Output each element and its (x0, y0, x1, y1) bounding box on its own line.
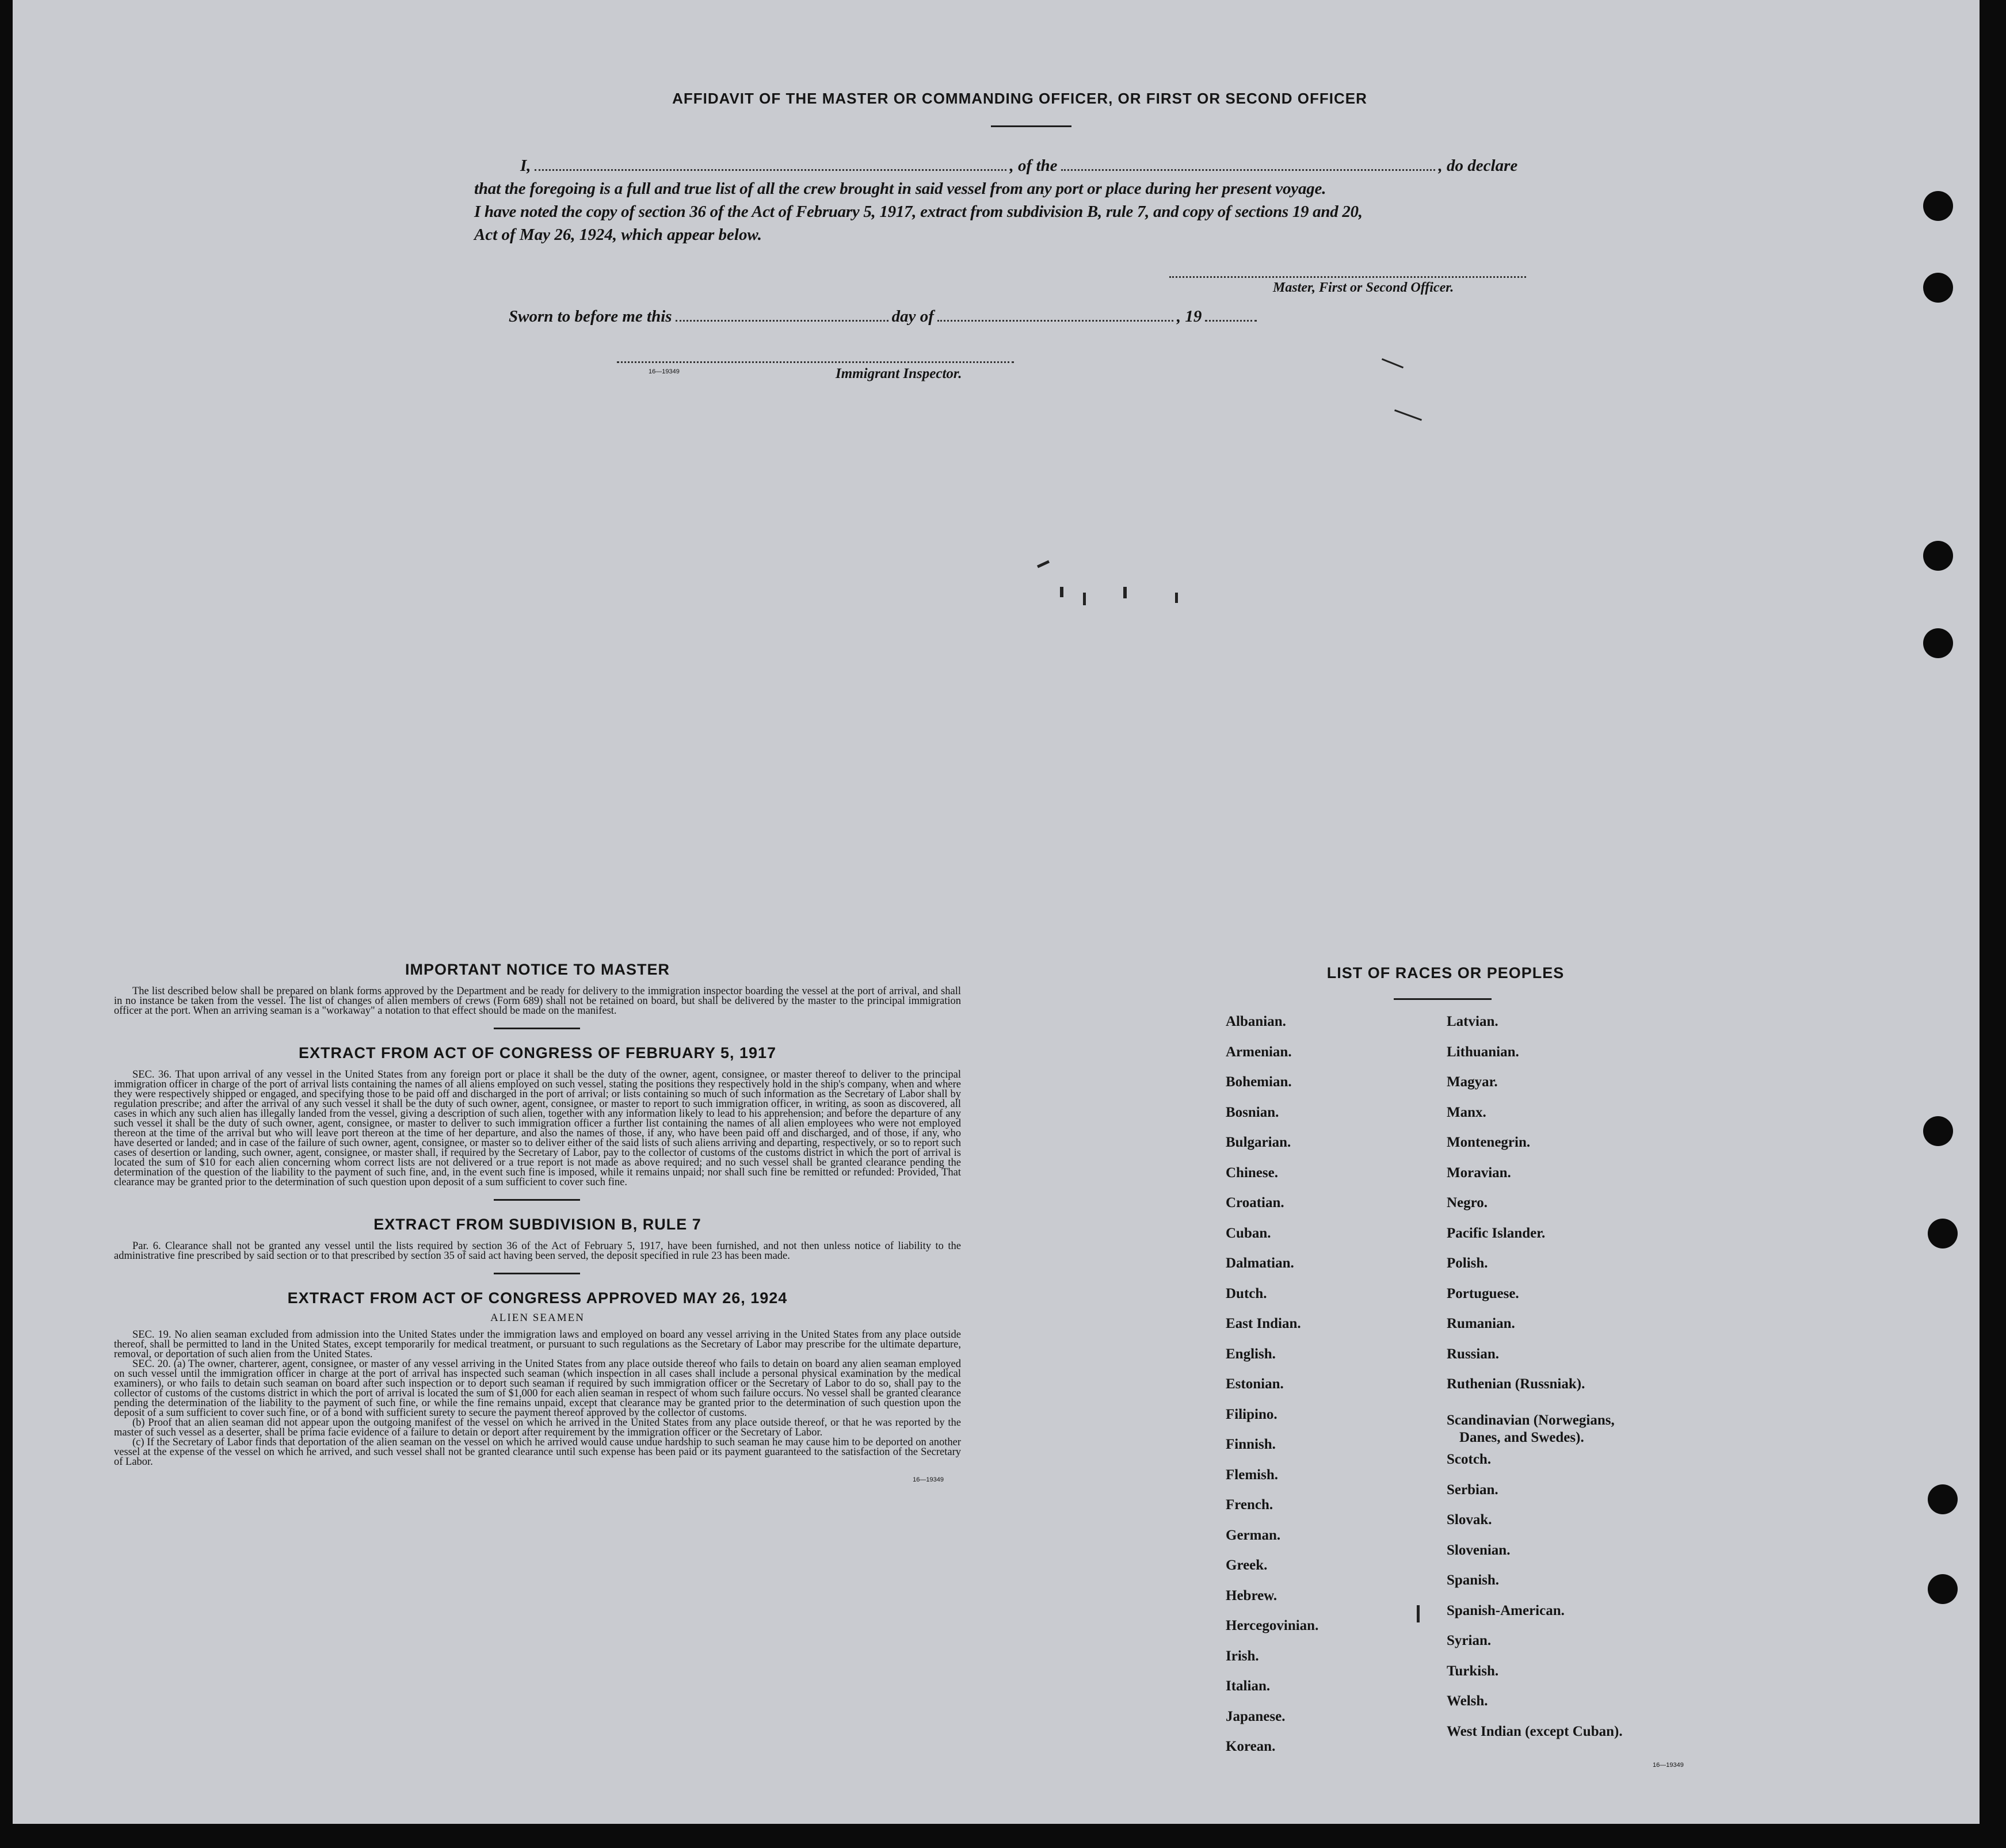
race-item: Magyar. (1447, 1074, 1498, 1090)
race-item: West Indian (except Cuban). (1447, 1723, 1623, 1739)
race-item: Scandinavian (Norwegians, (1447, 1412, 1615, 1428)
extract-1917-title: EXTRACT FROM ACT OF CONGRESS OF FEBRUARY 5, 1917 (298, 1044, 777, 1062)
race-item: Croatian. (1226, 1195, 1284, 1211)
race-item: Montenegrin. (1447, 1135, 1531, 1150)
of-the-label: , of the (1009, 156, 1058, 175)
sworn-label: Sworn to before me this (509, 307, 672, 326)
races-left-column (1226, 1014, 1456, 1762)
race-item: Ruthenian (Russniak). (1447, 1376, 1585, 1392)
year-blank[interactable] (1205, 320, 1257, 322)
race-item: Turkish. (1447, 1663, 1499, 1679)
notice-title: IMPORTANT NOTICE TO MASTER (405, 961, 670, 978)
sec19-paragraph: SEC. 19. No alien seaman excluded from admission into the United States under the immigration laws and employed on board any vessel arriving in the United States from any place outside thereof, shall be permitted to land in the United States, except temporarily for medical treatment, or pursuant to such regulations as the Secretary of Labor may prescribe for the ultimate departure, removal, or deportation of such alien from the United States. (114, 1329, 961, 1360)
race-item: Chinese. (1226, 1164, 1278, 1181)
par6-paragraph: Par. 6. Clearance shall not be granted any vessel until the lists required by section 36 of the Act of February 5, 1917, have been furnished, and not then unless notice of liability to the administrative fine prescribed by said section or to that prescribed by section 35 of said act having been served, the deposit specified in rule 23 has been made. (114, 1240, 961, 1262)
race-item: Scotch. (1447, 1452, 1492, 1467)
race-item: Slovenian. (1447, 1542, 1511, 1558)
affidavit-line-2: that the foregoing is a full and true list of all the crew brought in said vessel from any port or place during her present voyage. (474, 180, 1326, 198)
affidavit-line-1 (474, 154, 1568, 177)
race-item: Dalmatian. (1226, 1255, 1294, 1271)
divider (991, 125, 1071, 127)
affidavit-line-4: Act of May 26, 1924, which appear below. (474, 226, 762, 244)
race-item: Russian. (1447, 1346, 1500, 1362)
sec20a-paragraph: SEC. 20. (a) The owner, charterer, agent, consignee, or master of any vessel arriving in the United States from any place outside thereof who fails to detain on board any alien seaman employed on such vessel until the immigration officer in charge at the port of arrival has inspected such seaman (which inspection in all cases shall include a personal physical examination by the medical examiners), or who fails to detain such seaman on board after such inspection or to deport such seaman if required by such immigration officer or the Secretary of Labor to do so, shall pay to the collector of customs of the customs district in which the port of arrival is located the sum of $1,000 for each alien seaman in respect of whom such failure occurs. No vessel shall be granted clearance pending the determination of the liability to the payment of such fine, or while the fine remains unpaid, except that clearance may be granted prior to the determination of such question upon the deposit of a sum sufficient to cover such fine, or of a bond with sufficient surety to secure the payment thereof approved by the collector of customs. (114, 1358, 961, 1419)
race-item: Japanese. (1226, 1708, 1286, 1724)
notice-paragraph: The list described below shall be prepared on blank forms approved by the Department and be ready for delivery to the immigration inspector boarding the vessel at the port of arrival, and shall in no instance be taken from the vessel. The list of changes of alien members of crews (Form 689) shall not be retained on board, but shall be delivered by the master to the principal immigration officer at the port. When an arriving seaman is a "workaway" a notation to that effect should be made on the manifest. (114, 986, 961, 1017)
race-item: Spanish-American. (1447, 1602, 1565, 1618)
form-number: 16—19349 (1653, 1762, 1684, 1769)
binder-hole (1923, 273, 1953, 303)
day-of-label: day of (891, 307, 934, 326)
race-item: East Indian. (1226, 1316, 1301, 1331)
extract-1924-subtitle: ALIEN SEAMEN (490, 1312, 585, 1324)
form-number: 16—19349 (913, 1476, 944, 1483)
affidavit-body (474, 154, 1568, 246)
ink-speck (1123, 587, 1127, 598)
race-item: Cuban. (1226, 1225, 1271, 1241)
master-label: Master, First or Second Officer. (1273, 280, 1454, 295)
ink-speck (1394, 410, 1422, 421)
race-item: Bohemian. (1226, 1074, 1292, 1090)
binder-hole (1928, 1484, 1958, 1514)
race-item: Rumanian. (1447, 1316, 1515, 1331)
race-item: Korean. (1226, 1739, 1276, 1754)
race-item: Lithuanian. (1447, 1044, 1519, 1060)
ink-speck (1175, 593, 1178, 603)
races-title: LIST OF RACES OR PEOPLES (1326, 964, 1565, 982)
binder-hole (1923, 1116, 1953, 1146)
inspector-label: Immigrant Inspector. (836, 366, 962, 381)
race-item: Slovak. (1447, 1512, 1492, 1528)
race-item: Finnish. (1226, 1437, 1276, 1452)
race-item: Moravian. (1447, 1164, 1511, 1181)
affidavit-line-3: I have noted the copy of section 36 of the Act of February 5, 1917, extract from subdivision B, rule 7, and copy of sections 19 and 20, (474, 203, 1363, 221)
binder-hole (1923, 191, 1953, 221)
sec20c-paragraph: (c) If the Secretary of Labor finds that deportation of the alien seaman on the vessel on which he arrived would cause undue hardship to such seaman he may cause him to be deported on another vessel at the expense of the vessel on which he arrived, and such vessel shall not be granted clearance until such expense has been paid or its payment guaranteed to the satisfaction of the Secretary of Labor. (114, 1437, 961, 1468)
form-number: 16—19349 (649, 368, 680, 375)
divider (494, 1028, 580, 1029)
name-blank[interactable] (535, 169, 1006, 171)
race-item: Portuguese. (1447, 1285, 1519, 1301)
affidavit-title: AFFIDAVIT OF THE MASTER OR COMMANDING OFFICER, OR FIRST OR SECOND OFFICER (672, 90, 1367, 107)
race-item: Latvian. (1447, 1014, 1498, 1029)
race-item: Pacific Islander. (1447, 1225, 1546, 1241)
race-item: Polish. (1447, 1255, 1488, 1271)
binder-hole (1923, 541, 1953, 571)
extract-1924-text (114, 1330, 961, 1467)
ink-speck (1083, 593, 1086, 605)
race-item: Albanian. (1226, 1014, 1286, 1029)
divider (1394, 998, 1492, 1000)
binder-hole (1928, 1219, 1958, 1248)
race-item: Manx. (1447, 1104, 1486, 1120)
race-item: German. (1226, 1527, 1281, 1543)
race-item: Syrian. (1447, 1633, 1492, 1648)
race-item: Greek. (1226, 1557, 1268, 1573)
race-item: Hebrew. (1226, 1587, 1277, 1603)
race-item: Dutch. (1226, 1285, 1267, 1301)
extract-1917-text (114, 1070, 961, 1188)
sec36-paragraph: SEC. 36. That upon arrival of any vessel in the United States from any foreign port or place it shall be the duty of the owner, agent, consignee, or master thereof to deliver to the principal immigration officer in charge of the port of arrival lists containing the names of all aliens employed on such vessel, stating the positions they respectively hold in the ship's company, when and where they were respectively shipped or engaged, and specifying those to be paid off and discharged in the port of arrival; or lists containing so much of such information as the Secretary of Labor shall by regulation prescribe; and after the arrival of any such vessel it shall be the duty of such owner, agent, consignee, or master to report to such immigration officer, in writing, as soon as discovered, all cases in which any such alien has illegally landed from the vessel, giving a description of such alien, together with any information likely to lead to his apprehension; and before the departure of any such vessel it shall be the duty of such owner, agent, consignee, or master to deliver to such immigration officer a further list containing the names of all alien employees who were not employed thereon at the time of the arrival but who will leave port thereon at the time of her departure, and also the names of those, if any, who have been paid off and discharged, and of those, if any, who have deserted or landed; and in case of the failure of such owner, agent, consignee, or master so to deliver either of the said lists of such aliens arriving and departing, respectively, or so to report such cases of desertion or landing, such owner, agent, consignee, or master shall, if required by the Secretary of Labor, pay to the collector of customs of the customs district in which the port of arrival is located the sum of $10 for each alien concerning whom correct lists are not delivered or a true report is not made as above required; and no such vessel shall be granted clearance pending the determination of the question of the liability to the payment of such fine, and, in the event such fine is imposed, while it remains unpaid; nor shall such fine be remitted or refunded: Provided, That clearance may be granted prior to the determination of such question upon deposit of a sum sufficient to cover such fine. (114, 1069, 961, 1188)
race-item: Flemish. (1226, 1467, 1278, 1483)
month-blank[interactable] (937, 320, 1173, 322)
races-right-column (1447, 1014, 1746, 1762)
race-item: Welsh. (1447, 1693, 1488, 1709)
race-item: Bulgarian. (1226, 1135, 1291, 1150)
sworn-line (509, 305, 1260, 328)
day-blank[interactable] (676, 320, 888, 322)
race-item: Estonian. (1226, 1376, 1284, 1392)
sec20b-paragraph: (b) Proof that an alien seaman did not appear upon the outgoing manifest of the vessel on which he arrived in the United States from any place outside thereof, or that he was reported by the master of such vessel as a deserter, shall be prima facie evidence of a failure to detain or deport after requirement by the immigration officer or the Secretary of Labor. (114, 1417, 961, 1438)
race-item: French. (1226, 1497, 1273, 1513)
race-item: Negro. (1447, 1195, 1488, 1211)
notices-column (114, 961, 961, 1483)
vessel-blank[interactable] (1061, 169, 1435, 171)
ink-speck (1037, 560, 1050, 568)
binder-hole (1923, 628, 1953, 658)
year-label: , 19 (1176, 307, 1202, 326)
race-item: Spanish. (1447, 1572, 1500, 1588)
divider (494, 1273, 580, 1274)
binder-hole (1928, 1574, 1958, 1604)
document-page (13, 0, 1980, 1824)
race-item: Irish. (1226, 1648, 1259, 1664)
extract-rule7-title: EXTRACT FROM SUBDIVISION B, RULE 7 (373, 1216, 701, 1233)
race-item: Armenian. (1226, 1044, 1292, 1060)
race-item: Danes, and Swedes). (1459, 1429, 1584, 1445)
declare-label: , do declare (1438, 156, 1518, 175)
ink-speck (1060, 587, 1063, 597)
affidavit-i: I, (520, 156, 531, 175)
ink-speck (1382, 358, 1404, 369)
race-item: Hercegovinian. (1226, 1618, 1319, 1633)
extract-1924-title: EXTRACT FROM ACT OF CONGRESS APPROVED MAY 26, 1924 (287, 1289, 788, 1307)
race-item: English. (1226, 1346, 1276, 1362)
race-item: Filipino. (1226, 1406, 1277, 1422)
divider (494, 1199, 580, 1201)
extract-rule7-text (114, 1242, 961, 1261)
race-item: Bosnian. (1226, 1104, 1279, 1120)
notice-text (114, 987, 961, 1016)
race-item: Italian. (1226, 1678, 1271, 1694)
race-item: Serbian. (1447, 1482, 1498, 1498)
